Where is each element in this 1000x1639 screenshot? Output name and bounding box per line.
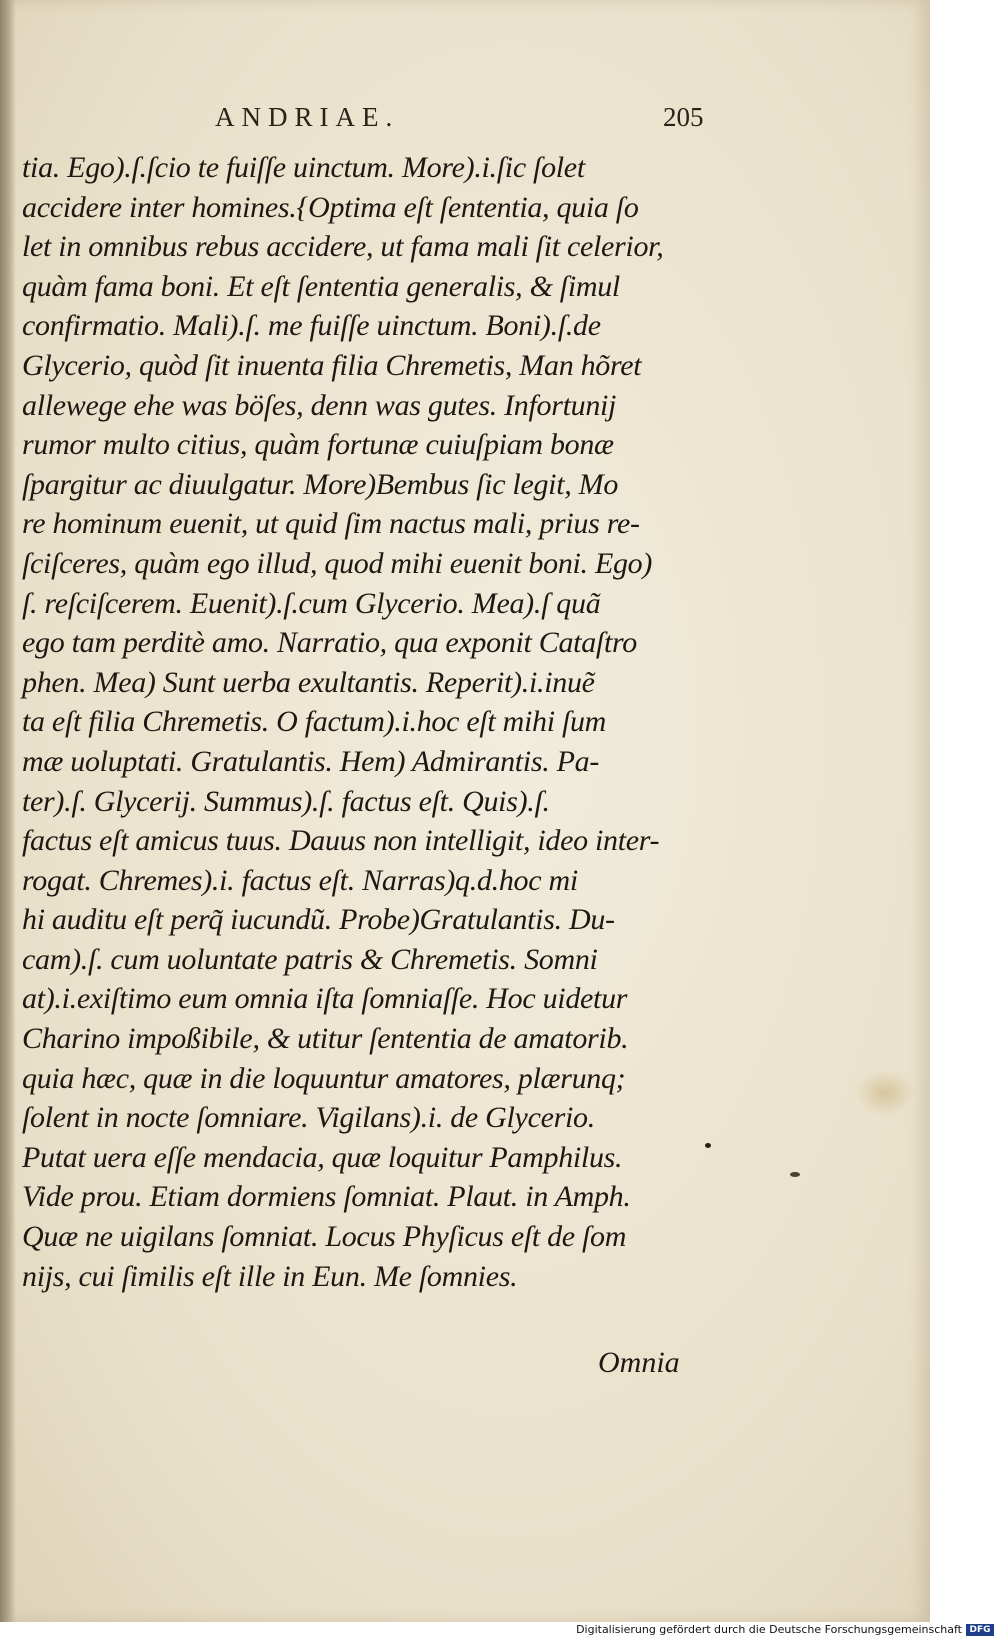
digitization-footer xyxy=(0,1622,1000,1639)
text-line: ſolent in nocte ſomniare. Vigilans).i. de Glycerio. xyxy=(22,1101,595,1135)
text-line: ta eſt filia Chremetis. O factum).i.hoc eſt mihi ſum xyxy=(22,705,607,739)
dfg-logo-icon: DFG xyxy=(966,1624,994,1636)
paper-stain xyxy=(855,1070,915,1116)
text-line: at).i.exiſtimo eum omnia iſta ſomniaſſe. Hoc uidetur xyxy=(22,982,628,1016)
text-line: tia. Ego).ſ.ſcio te fuiſſe uinctum. More).i.ſic ſolet xyxy=(22,151,585,184)
text-line: Putat uera eſſe mendacia, quæ loquitur Pamphilus. xyxy=(22,1140,623,1174)
text-line: accidere inter homines.{Optima eſt ſententia, quia ſo xyxy=(22,190,639,224)
funding-credit: Digitalisierung gefördert durch die Deutsche Forschungsgemeinschaft xyxy=(576,1623,962,1636)
text-line: confirmatio. Mali).ſ. me fuiſſe uinctum. Boni).ſ.de xyxy=(22,309,601,343)
text-line: Quæ ne uigilans ſomniat. Locus Phyſicus eſt de ſom xyxy=(22,1220,627,1254)
text-line: mæ uoluptati. Gratulantis. Hem) Admirantis. Pa- xyxy=(22,744,600,778)
text-line: Vide prou. Etiam dormiens ſomniat. Plaut. in Amph. xyxy=(22,1180,631,1214)
text-line: nijs, cui ſimilis eſt ille in Eun. Me ſomnies. xyxy=(22,1259,518,1293)
text-line: cam).ſ. cum uoluntate patris & Chremetis. Somni xyxy=(22,942,598,976)
running-title: ANDRIAE. xyxy=(215,102,400,132)
text-line: factus eſt amicus tuus. Dauus non intelligit, ideo inter- xyxy=(22,824,660,858)
text-line: hi auditu eſt perq̃ iucundũ. Probe)Gratulantis. Du- xyxy=(22,903,615,937)
page-spine-shadow xyxy=(0,0,16,1622)
ink-speck xyxy=(705,1143,711,1148)
text-line: quia hæc, quæ in die loquuntur amatores, plærunq; xyxy=(22,1061,626,1095)
text-line: let in omnibus rebus accidere, ut fama mali ſit celerior, xyxy=(22,230,664,264)
page-header xyxy=(0,100,930,140)
ink-speck xyxy=(790,1172,800,1177)
text-line: ter).ſ. Glycerij. Summus).ſ. factus eſt. Quis).ſ. xyxy=(22,784,550,818)
catchword: Omnia xyxy=(598,1346,680,1379)
text-line: re hominum euenit, ut quid ſim nactus mali, prius re- xyxy=(22,507,640,541)
text-line: quàm fama boni. Et eſt ſententia generalis, & ſimul xyxy=(22,269,620,303)
text-line: rumor multo citius, quàm fortunæ cuiuſpiam bonæ xyxy=(22,428,614,462)
commentary-text xyxy=(22,148,702,1296)
text-line: Charino impoßibile, & utitur ſententia de amatorib. xyxy=(22,1022,629,1056)
text-line: ſpargitur ac diuulgatur. More)Bembus ſic legit, Mo xyxy=(22,467,619,501)
text-line: ego tam perditè amo. Narratio, qua exponit Cataſtro xyxy=(22,626,637,660)
text-line: Glycerio, quòd ſit inuenta filia Chremetis, Man hõret xyxy=(22,348,642,382)
text-line: ſciſceres, quàm ego illud, quod mihi euenit boni. Ego) xyxy=(22,546,653,580)
text-line: phen. Mea) Sunt uerba exultantis. Reperit).i.inuẽ xyxy=(22,665,595,699)
text-line: ſ. reſciſcerem. Euenit).ſ.cum Glycerio. Mea).ſ quã xyxy=(22,586,601,620)
page-number: 205 xyxy=(663,102,704,132)
text-line: rogat. Chremes).i. factus eſt. Narras)q.d.hoc mi xyxy=(22,863,578,897)
text-line: allewege ehe was böſes, denn was gutes. Infortunij xyxy=(22,388,617,422)
